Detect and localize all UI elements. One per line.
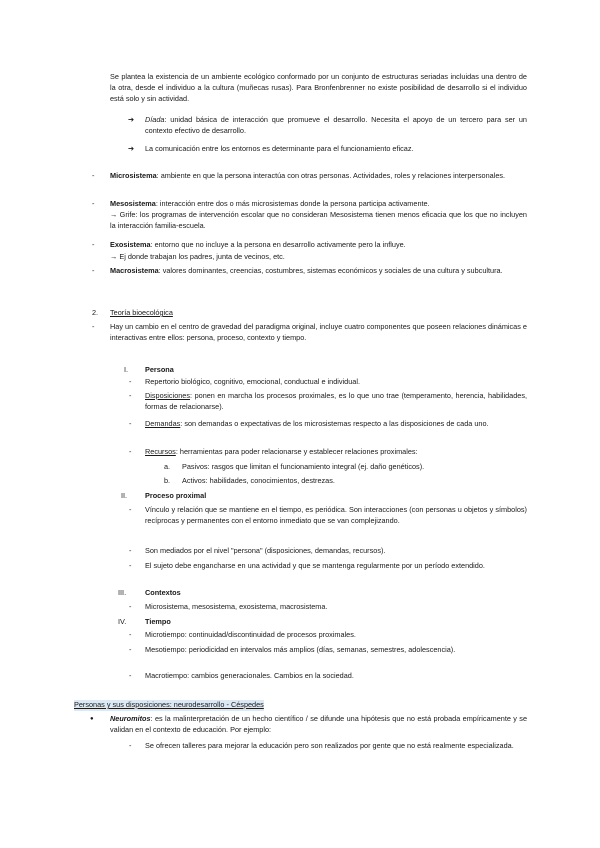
system-macrosistema [110,266,527,277]
persona-term: Disposiciones [145,391,191,400]
letter-marker: b. [164,476,171,485]
persona-term: Demandas [145,419,181,428]
intro-paragraph: Se plantea la existencia de un ambiente ecológico conformado por un conjunto de estructuras seriadas incluidas una dentro de la otra, desde el individuo a la cultura (muñecas rusas). Para Bronfenbrenner no existe posibilidad de desarrollo si el individuo está solo y sin actividad. [110,72,527,103]
dash-marker: - [92,240,95,249]
neuromitos-item [110,714,527,736]
system-mesosistema-sub: → Grife: los programas de intervención escolar que no consideran Mesosistema tienen menos eficacia que los que no incluyen la interacción familia-escuela. [110,210,527,230]
roman-heading-proceso: Proceso proximal [145,491,207,500]
dash-marker: - [129,546,132,555]
recurso-activos: Activos: habilidades, conocimientos, destrezas. [182,476,335,485]
system-mesosistema [110,199,527,210]
system-term: Microsistema [110,171,157,180]
persona-item [145,447,527,458]
roman-numeral: IV. [118,617,127,626]
dash-marker: - [92,322,95,331]
persona-text: : herramientas para poder relacionarse y establecer relaciones proximales: [175,447,418,456]
dash-marker: - [129,741,132,750]
neuromitos-term: Neuromitos [110,714,151,723]
persona-term: Recursos [145,447,176,456]
roman-numeral: I. [124,365,129,374]
theory-text: Hay un cambio en el centro de gravedad del paradigma original, incluye cuatro componentes que poseen relaciones dinámicas e interactivas entre ellos: persona, proceso, contexto y tiempo. [110,322,527,342]
arrow-item-comunicacion: La comunicación entre los entornos es determinante para el funcionamiento eficaz. [145,144,414,153]
contextos-item: Microsistema, mesosistema, exosistema, macrosistema. [145,602,328,611]
dash-marker: - [129,561,132,570]
section-number: 2. [92,308,99,317]
theory-title: Teoría bioecológica [110,308,173,317]
persona-item [145,419,527,430]
dash-marker: - [92,199,95,208]
system-text: : interacción entre dos o más microsistemas donde la persona participa activamente. [155,199,430,208]
roman-heading-contextos: Contextos [145,588,181,597]
arrow-item-diada [145,115,527,137]
tiempo-item: Mesotiempo: periodicidad en intervalos más amplios (días, semanas, semestres, adolescencia). [145,645,456,654]
dash-marker: - [129,419,132,428]
roman-heading-tiempo: Tiempo [145,617,171,626]
roman-numeral: III. [118,588,127,597]
proceso-item: El sujeto debe engancharse en una actividad y que se mantenga regularmente por un período extendido. [145,561,485,570]
arrow-icon: ➔ [128,115,135,124]
system-term: Macrosistema [110,266,159,275]
persona-item: Repertorio biológico, cognitivo, emocional, conductual e individual. [145,377,360,386]
persona-text: : ponen en marcha los procesos proximales, es lo que uno trae (temperamento, herencia, habilidades, formas de relacionarse). [145,391,527,411]
proceso-item: Vínculo y relación que se mantiene en el tiempo, es periódica. Son interacciones (con personas u objetos y símbolos) recíprocas y permanentes con el entorno inmediato que se van complejizando. [145,505,527,525]
persona-item [145,391,527,413]
tiempo-item: Macrotiempo: cambios generacionales. Cambios en la sociedad. [145,671,354,680]
system-microsistema [110,171,527,182]
system-text: : ambiente en que la persona interactúa con otras personas. Actividades, roles y relaciones interpersonales. [156,171,506,180]
dash-marker: - [92,266,95,275]
system-exosistema-sub: → Ej donde trabajan los padres, junta de vecinos, etc. [110,252,285,261]
dash-marker: - [129,630,132,639]
dash-marker: - [129,391,132,400]
dash-marker: - [129,447,132,456]
dash-marker: - [129,377,132,386]
section-title: Personas y sus disposiciones: neurodesarrollo - Céspedes [74,700,264,709]
diada-text: : unidad básica de interacción que promueve el desarrollo. Necesita el apoyo de un tercero para ser un contexto efectivo de desarrollo. [145,115,527,135]
system-exosistema [110,240,527,251]
bullet-marker: ● [90,716,94,722]
dash-marker: - [129,505,132,514]
roman-heading-persona: Persona [145,365,174,374]
system-term: Mesosistema [110,199,156,208]
dash-marker: - [129,602,132,611]
recurso-pasivos: Pasivos: rasgos que limitan el funcionamiento integral (ej. daño genéticos). [182,462,425,471]
letter-marker: a. [164,462,171,471]
dash-marker: - [129,671,132,680]
diada-term: Díada [145,115,165,124]
system-text: : valores dominantes, creencias, costumbres, sistemas económicos y sociales de una cultura y subcultura. [158,266,503,275]
dash-marker: - [92,171,95,180]
system-term: Exosistema [110,240,151,249]
arrow-icon: ➔ [128,144,135,153]
dash-marker: - [129,645,132,654]
roman-numeral: II. [121,491,128,500]
neuromitos-text: : es la malinterpretación de un hecho científico / se difunde una hipótesis que no está probada empíricamente y se validan en el contexto de educación. Por ejemplo: [110,714,527,734]
proceso-item: Son mediados por el nivel "persona" (disposiciones, demandas, recursos). [145,546,386,555]
persona-text: : son demandas o expectativas de los microsistemas respecto a las disposiciones de cada uno. [180,419,489,428]
tiempo-item: Microtiempo: continuidad/discontinuidad de procesos proximales. [145,630,356,639]
neuromitos-example: Se ofrecen talleres para mejorar la educación pero son realizados por gente que no está realmente especializada. [145,741,514,750]
system-text: : entorno que no incluye a la persona en desarrollo activamente pero la influye. [150,240,406,249]
